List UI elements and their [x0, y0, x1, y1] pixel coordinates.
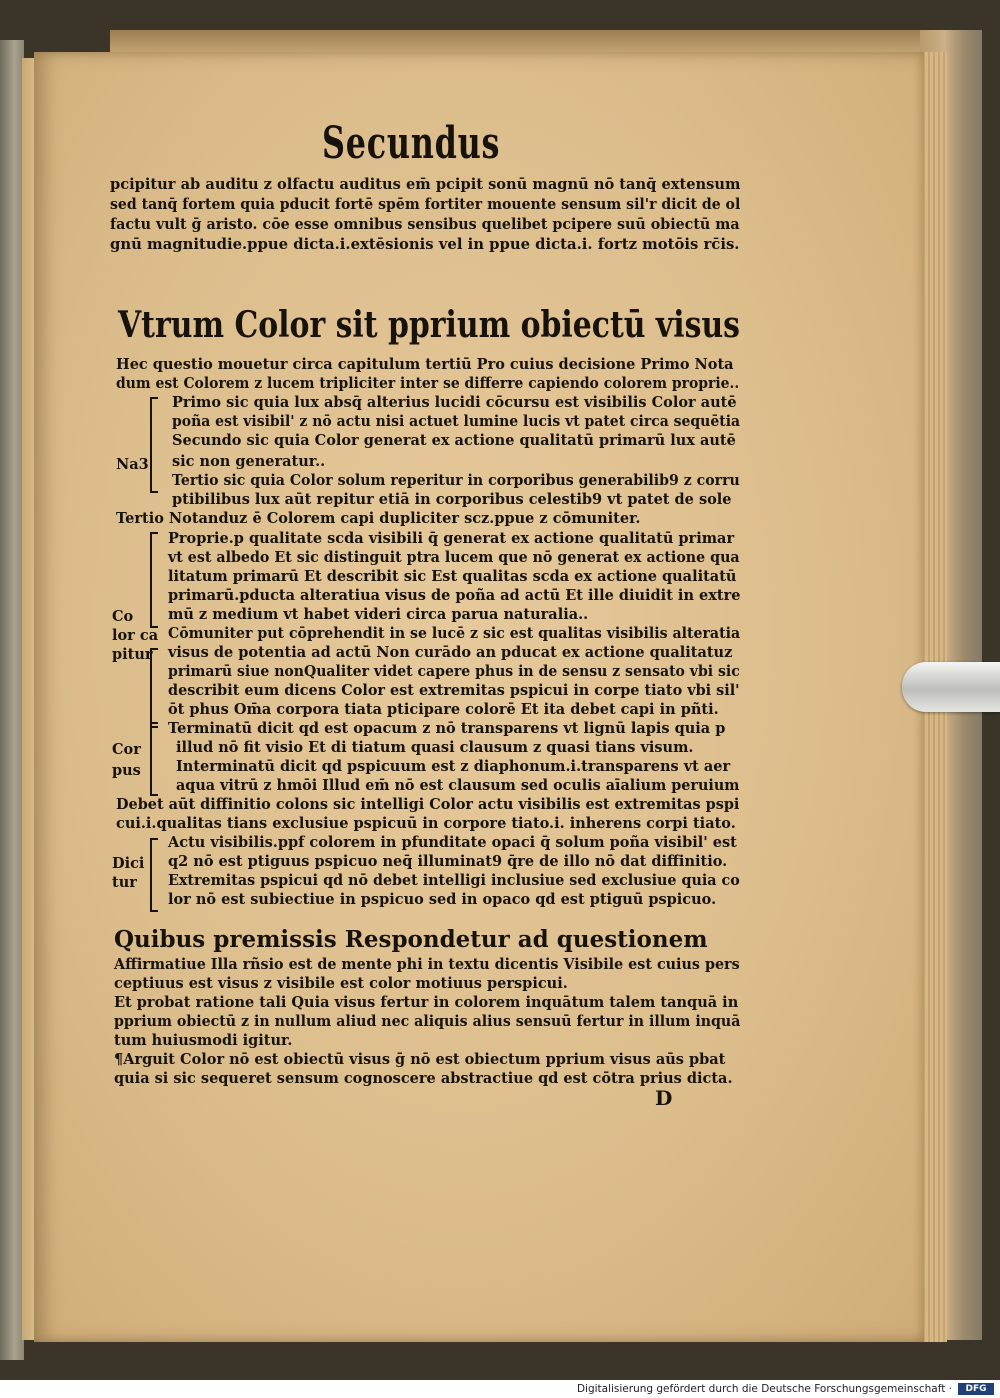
intro-line: pcipitur ab auditu z olfactu auditus em̄ pcipit sonū magnū nō tanq̄ extensum [110, 175, 741, 193]
margin-note: lor ca [112, 627, 159, 644]
text-line: tum huiusmodi igitur. [114, 1032, 293, 1049]
text-line: Extremitas pspicui qd nō debet intelligi inclusiue sed exclusiue quia co [168, 872, 740, 889]
response-title: Quibus premissis Respondetur ad questionem [114, 926, 708, 953]
text-line: ceptiuus est visus z visibile est color motiuus perspicui. [114, 975, 568, 992]
question-title: Vtrum Color sit pprium obiectū visus [118, 304, 740, 346]
text-line: Proprie.p qualitate scda visibili q̄ generat ex actione qualitatū primar [168, 530, 735, 547]
margin-note: pus [112, 762, 141, 779]
bracket [150, 397, 158, 493]
margin-note: Cor [112, 741, 141, 758]
text-line: cui.i.qualitas tians exclusiue pspicuū in corpore tiato.i. inherens corpi tiato. [116, 815, 736, 832]
intro-line: factu vult ḡ aristo. cōe esse omnibus sensibus quelibet pcipere suū obiectū ma [110, 215, 740, 233]
text-line: Primo sic quia lux absq̄ alterius lucidi cōcursu est visibilis Color autē [172, 394, 737, 411]
margin-note: Na3 [116, 456, 149, 473]
dfg-logo: DFG [958, 1383, 994, 1395]
text-line: Hec questio mouetur circa capitulum tertiū Pro cuius decisione Primo Nota [116, 356, 734, 373]
bookmark-clip [902, 662, 1000, 712]
text-line: q2 nō est ptiguus pspicuo neq̄ illuminat9 q̄re de illo nō dat diffinitio. [168, 853, 728, 870]
text-line: visus de potentia ad actū Non curādo an pducat ex actione qualitatuz [168, 644, 733, 661]
margin-note: pitur [112, 646, 153, 663]
text-line: dum est Colorem z lucem tripliciter inter se differre capiendo colorem proprie.. [116, 375, 740, 392]
text-line: litatum primarū Et describit sic Est qualitas scda ex actione qualitatū [168, 568, 737, 585]
text-line: pprium obiectū z in nullum aliud nec aliquis alius sensuū fertur in illum inquā [114, 1013, 741, 1030]
intro-line: gnū magnitudie.ppue dicta.i.extēsionis vel in ppue dicta.i. fortz motōis rc̄is. [110, 235, 740, 253]
text-line: ¶Arguit Color nō est obiectū visus ḡ nō est obiectum pprium visus aūs pbat [114, 1051, 726, 1068]
margin-note: Dici [112, 855, 145, 872]
text-line: Secundo sic quia Color generat ex actione qualitatū primarū lux autē [172, 432, 736, 449]
text-line: Debet aūt diffinitio colons sic intelligi Color actu visibilis est extremitas pspi [116, 796, 740, 813]
text-line: poña est visibil' z nō actu nisi actuet lumine lucis vt patet circa sequētia [172, 413, 741, 430]
text-line: vt est albedo Et sic distinguit ptra lucem que nō generat ex actione qua [168, 549, 740, 566]
text-line: quia si sic sequeret sensum cognoscere abstractiue qd est cōtra prius dicta. [114, 1070, 733, 1087]
text-line: describit eum dicens Color est extremitas pspicui in corpe tiato vbi sil' [168, 682, 740, 699]
text-line: illud nō fit visio Et di tiatum quasi clausum z quasi tians visum. [176, 739, 694, 756]
margin-note: Co [112, 608, 134, 625]
text-line: Terminatū dicit qd est opacum z nō transparens vt lignū lapis quia p [168, 720, 726, 737]
bracket [150, 838, 158, 912]
intro-line: sed tanq̄ fortem quia pducit fortē spēm fortiter mouente sensum sil'r dicit de ol [110, 195, 741, 213]
text-line: Interminatū dicit qd pspicuum est z diaphonum.i.transparens vt aer [176, 758, 731, 775]
text-line: Affirmatiue Illa rñsio est de mente phi in textu dicentis Visibile est cuius pers [114, 956, 740, 973]
running-head: Secundus [322, 118, 501, 169]
funding-credit: Digitalisierung gefördert durch die Deutsche Forschungsgemeinschaft · [576, 1383, 952, 1395]
text-line: Cōmuniter put cōprehendit in se lucē z sic est qualitas visibilis alteratia [168, 625, 741, 642]
bracket [150, 648, 158, 728]
text-line: sic non generatur.. [172, 453, 326, 470]
footer [0, 1380, 1000, 1398]
text-line: Actu visibilis.ppf colorem in pfunditate opaci q̄ solum poña visibil' est [168, 834, 737, 851]
text-line: primarū siue nonQualiter videt capere phus in de sensu z sensato vbi sic [168, 663, 740, 680]
text-line: Et probat ratione tali Quia visus fertur in colorem inquātum talem tanquā in [114, 994, 739, 1011]
binding-left [0, 40, 24, 1360]
bracket [150, 722, 158, 796]
margin-note: tur [112, 874, 137, 891]
text-line: mū z medium vt habet videri circa parua naturalia.. [168, 606, 589, 623]
text-line: lor nō est subiectiue in pspicuo sed in opaco qd est ptiguū pspicuo. [168, 891, 717, 908]
signature-mark: D [655, 1086, 673, 1110]
text-line: aqua vitrū z hmōi Illud em̄ nō est clausum sed oculis aīalium peruium [176, 777, 740, 794]
text-line: primarū.pducta alteratiua visus de poña ad actū Et ille diuidit in extre [168, 587, 741, 604]
text-line: ōt phus Om̄a corpora tiata pticipare colorē Et ita debet capi in pñti. [168, 701, 719, 718]
text-line: Tertio Notanduz ē Colorem capi dupliciter scz.ppue z cōmuniter. [116, 510, 641, 527]
bracket [150, 532, 158, 628]
text-line: ptibilibus lux aūt repitur etiā in corporibus celestib9 vt patet de sole [172, 491, 732, 508]
text-line: Tertio sic quia Color solum reperitur in corporibus generabilib9 z corru [172, 472, 740, 489]
